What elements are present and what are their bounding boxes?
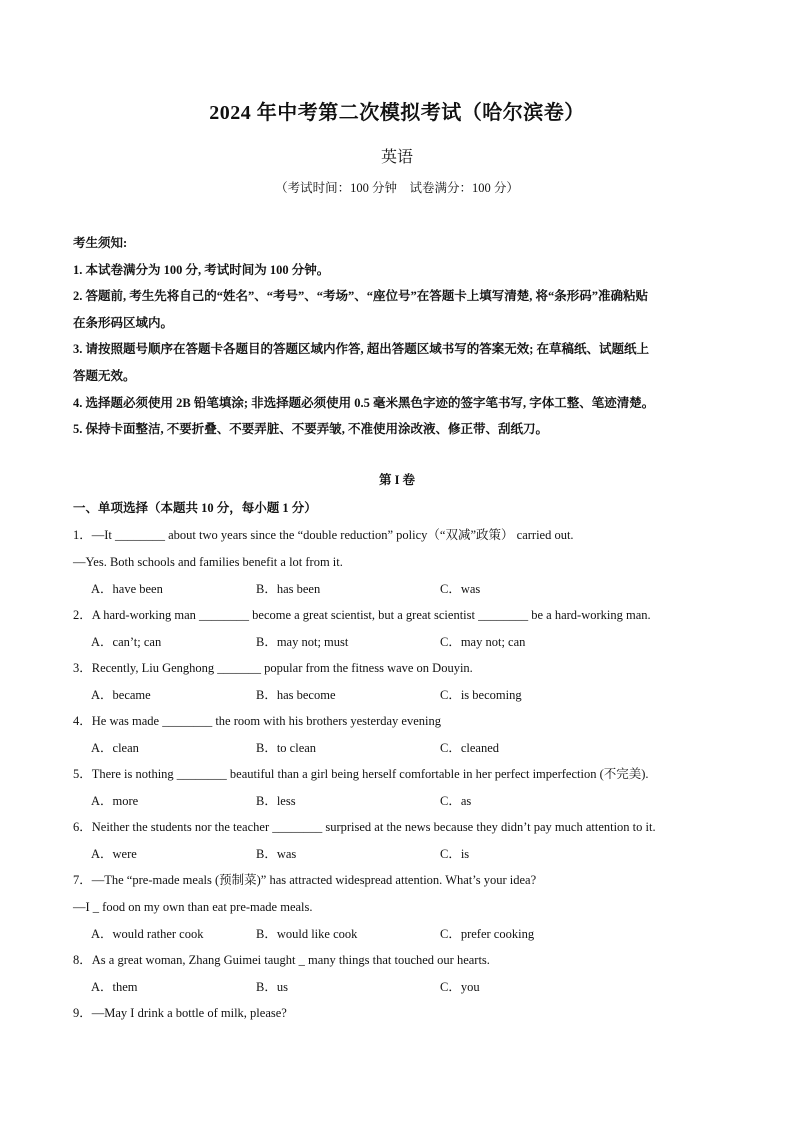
question-stem: 9．—May I drink a bottle of milk, please? — [73, 1006, 287, 1020]
option-b: B．less — [256, 794, 296, 808]
part-heading: 一、单项选择（本题共 10 分，每小题 1 分） — [73, 501, 317, 515]
option-c: C．you — [440, 980, 480, 994]
notice-line: 答题无效。 — [73, 368, 136, 383]
option-b: B．was — [256, 847, 297, 861]
option-b: B．may not; must — [256, 635, 349, 649]
option-b: B．has been — [256, 582, 321, 596]
option-row — [73, 576, 753, 602]
option-c: C．is — [440, 847, 470, 861]
option-a: A．have been — [91, 582, 163, 596]
option-a: A．would rather cook — [91, 927, 204, 941]
option-row — [73, 682, 753, 708]
option-b: B．us — [256, 980, 288, 994]
option-c: C．cleaned — [440, 741, 500, 755]
option-a: A．were — [91, 847, 137, 861]
question-stem: 6．Neither the students nor the teacher ________ surprised at the news because they didn’t pay much attention to it. — [73, 820, 656, 834]
notice-line: 在条形码区域内。 — [73, 315, 174, 330]
option-b: B．would like cook — [256, 927, 358, 941]
notice-line: 3. 请按照题号顺序在答题卡各题目的答题区域内作答, 超出答题区域书写的答案无效; 在草稿纸、试题纸上 — [73, 342, 650, 357]
option-a: A．can’t; can — [91, 635, 162, 649]
option-row — [73, 735, 753, 761]
option-c: C．is becoming — [440, 688, 522, 702]
option-b: B．to clean — [256, 741, 317, 755]
option-c: C．prefer cooking — [440, 927, 535, 941]
option-row — [73, 921, 753, 947]
option-c: C．was — [440, 582, 481, 596]
question-stem: 7．—The “pre-made meals (预制菜)” has attracted widespread attention. What’s your idea? — [73, 873, 537, 887]
option-c: C．as — [440, 794, 472, 808]
subject-title: 英语 — [380, 149, 413, 166]
notice-line: 4. 选择题必须使用 2B 铅笔填涂; 非选择题必须使用 0.5 毫米黑色字迹的签字笔书写, 字体工整、笔迹清楚。 — [73, 395, 655, 410]
question-list — [73, 522, 753, 1027]
option-row — [73, 788, 753, 814]
question-stem: 3．Recently, Liu Genghong _______ popular from the fitness wave on Douyin. — [73, 661, 473, 675]
option-row — [73, 629, 753, 655]
question-stem: 1．—It ________ about two years since the “double reduction” policy（“双减”政策） carried out. — [73, 528, 574, 542]
notice-block — [73, 230, 733, 443]
option-a: A．clean — [91, 741, 139, 755]
section-title: 第 I 卷 — [378, 473, 416, 487]
exam-title: 2024 年中考第二次模拟考试（哈尔滨卷） — [209, 102, 585, 124]
option-b: B．has become — [256, 688, 336, 702]
option-row — [73, 841, 753, 867]
notice-line: 5. 保持卡面整洁, 不要折叠、不要弄脏、不要弄皱, 不准使用涂改液、修正带、刮纸刀。 — [73, 422, 549, 437]
option-a: A．more — [91, 794, 139, 808]
option-a: A．became — [91, 688, 151, 702]
question-stem: 4．He was made ________ the room with his brothers yesterday evening — [73, 714, 441, 728]
notice-heading: 考生须知: — [73, 236, 128, 250]
notice-line: 1. 本试卷满分为 100 分, 考试时间为 100 分钟。 — [73, 262, 330, 277]
question-stem: 5．There is nothing ________ beautiful than a girl being herself comfortable in her perfect imperfection (不完美). — [73, 767, 649, 781]
option-c: C．may not; can — [440, 635, 526, 649]
question-stem-reply: —Yes. Both schools and families benefit a lot from it. — [73, 555, 343, 569]
notice-line: 2. 答题前, 考生先将自己的“姓名”、“考号”、“考场”、“座位号”在答题卡上填写清楚, 将“条形码”准确粘贴 — [73, 289, 649, 304]
question-stem: 8．As a great woman, Zhang Guimei taught _ many things that touched our hearts. — [73, 953, 490, 967]
option-a: A．them — [91, 980, 138, 994]
question-stem: 2．A hard-working man ________ become a great scientist, but a great scientist ________ be a hard-working man. — [73, 608, 651, 622]
option-row — [73, 974, 753, 1000]
question-stem-reply: —I _ food on my own than eat pre-made meals. — [73, 900, 313, 914]
exam-info: （考试时间：100 分钟 试卷满分：100 分） — [275, 181, 519, 195]
